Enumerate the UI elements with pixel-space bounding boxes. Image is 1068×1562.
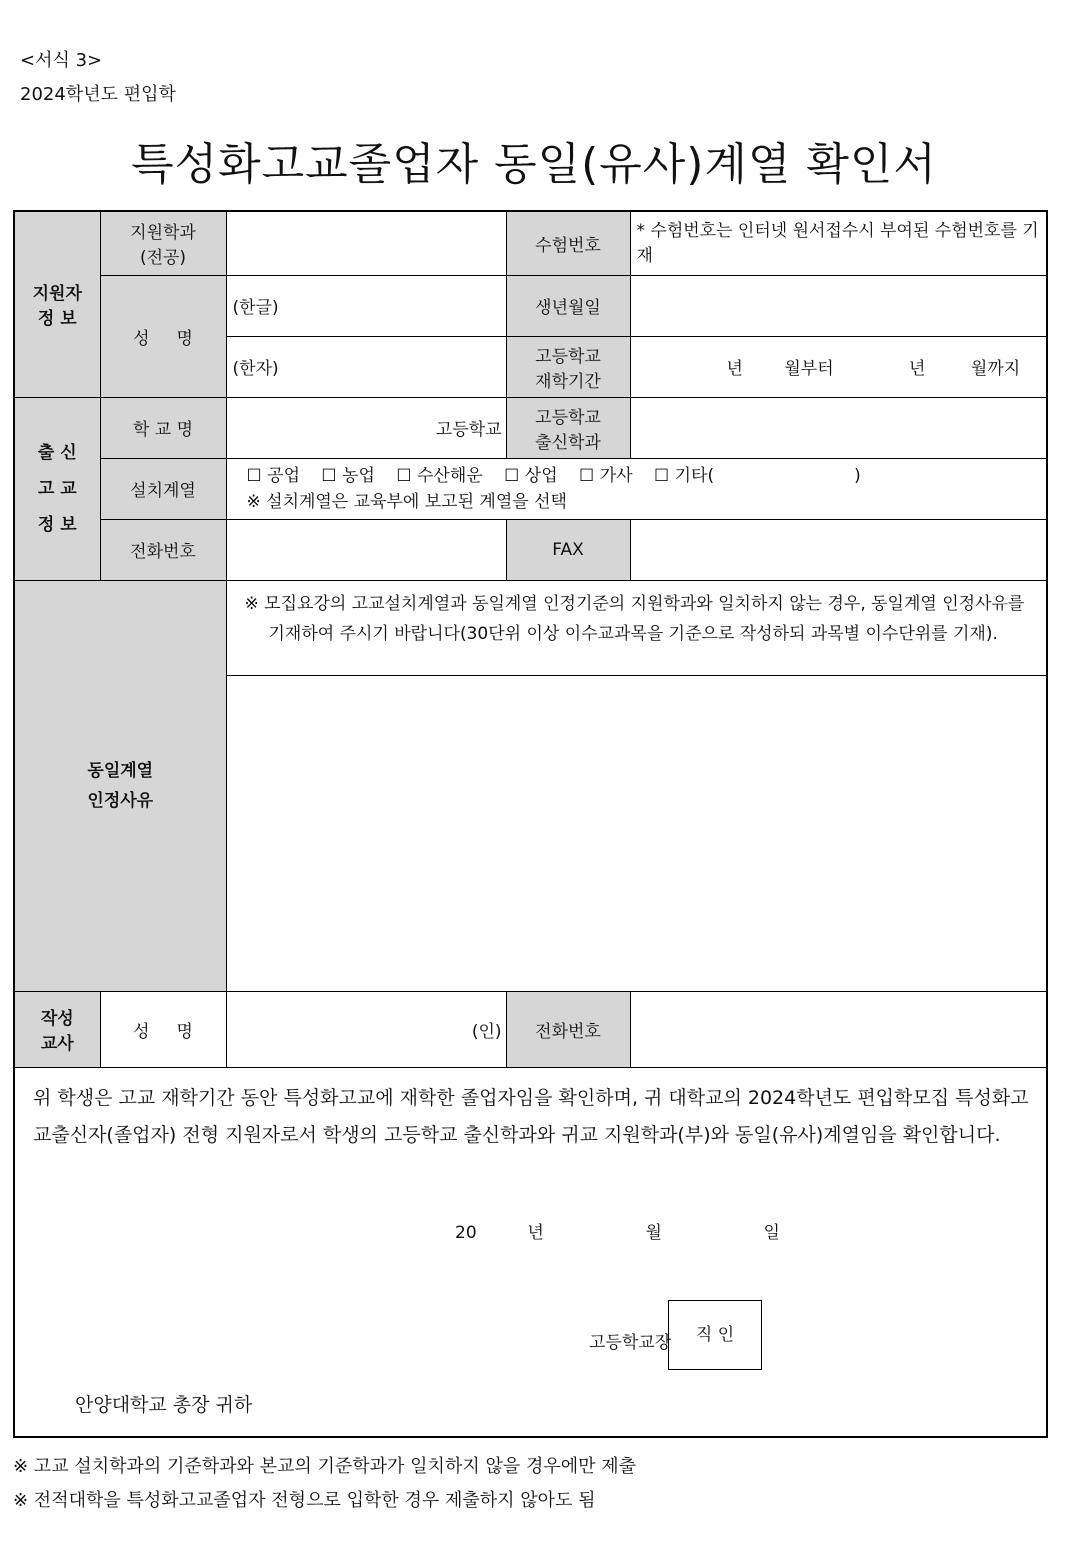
applicant-section-label: 지원자 정 보: [14, 211, 100, 397]
period-start-year: 년: [726, 359, 743, 379]
school-dept-input[interactable]: [630, 397, 1047, 458]
school-fax-label: FAX: [506, 519, 630, 580]
dept-label: 지원학과 (전공): [100, 211, 226, 275]
teacher-phone-label: 전화번호: [506, 991, 630, 1067]
exam-no-input[interactable]: [630, 211, 1047, 275]
period-label: 고등학교 재학기간: [506, 336, 630, 397]
reason-notice: ※ 모집요강의 고교설치계열과 동일계열 인정기준의 지원학과와 일치하지 않는 경우, 동일계열 인정사유를 기재하여 주시기 바랍니다(30단위 이상 이수교과목을 기준으로 작성하되 과목별 이수단위를 기재).: [226, 580, 1047, 675]
official-stamp-box: 직 인: [668, 1300, 762, 1370]
teacher-name-input[interactable]: [226, 991, 506, 1067]
school-name-label: 학 교 명: [100, 397, 226, 458]
period-end-month: 월까지: [970, 359, 1021, 379]
school-dept-label: 고등학교 출신학과: [506, 397, 630, 458]
principal-label: 고등학교장: [589, 1332, 672, 1353]
statement-text: 위 학생은 고교 재학기간 동안 특성화고교에 재학한 졸업자임을 확인하며, 귀 대학교의 2024학년도 편입학모집 특성화고교출신자(졸업자) 전형 지원자로서 학생의 고등학교 출신학과와 귀교 지원학과(부)와 동일(유사)계열임을 확인합니다.: [33, 1086, 1029, 1146]
type-option-fishery[interactable]: ☐ 수산해운: [396, 465, 483, 486]
exam-no-note: * 수험번호는 인터넷 원서접수시 부여된 수험번호를 기재: [636, 221, 1039, 266]
footnote-2: ※ 전적대학을 특성화고교졸업자 전형으로 입학한 경우 제출하지 않아도 됨: [13, 1490, 596, 1511]
footnote-1: ※ 고교 설치학과의 기준학과와 본교의 기준학과가 일치하지 않을 경우에만 제출: [13, 1456, 636, 1477]
statement-date: 20 년 월 일: [455, 1222, 780, 1243]
name-hanja-input[interactable]: [226, 336, 506, 397]
period-input[interactable]: [630, 336, 1047, 397]
type-note: ※ 설치계열은 교육부에 보고된 계열을 선택: [246, 491, 567, 512]
form-number: <서식 3>: [20, 50, 103, 71]
name-hanja-label: (한자): [232, 359, 279, 379]
school-phone-label: 전화번호: [100, 519, 226, 580]
name-korean-label: (한글): [232, 298, 279, 318]
dept-input[interactable]: [226, 211, 506, 275]
document-title: 특성화고교졸업자 동일(유사)계열 확인서: [131, 139, 937, 190]
school-section-label: 출 신 고 교 정 보: [14, 397, 100, 580]
teacher-name-label: 성 명: [100, 991, 226, 1067]
type-option-home-economics[interactable]: ☐ 가사: [579, 465, 633, 486]
type-option-agriculture[interactable]: ☐ 농업: [321, 465, 375, 486]
recipient: 안양대학교 총장 귀하: [75, 1393, 253, 1416]
type-option-other[interactable]: ☐ 기타( ): [653, 465, 861, 486]
school-fax-input[interactable]: [630, 519, 1047, 580]
reason-input[interactable]: [226, 675, 1047, 991]
teacher-seal: (인): [471, 1021, 502, 1042]
school-type-options: [226, 458, 1047, 519]
name-korean-input[interactable]: [226, 275, 506, 336]
confirmation-form: [13, 210, 1048, 1438]
exam-no-label: 수험번호: [506, 211, 630, 275]
birth-label: 생년월일: [506, 275, 630, 336]
teacher-label: 작성 교사: [14, 991, 100, 1067]
type-option-industry[interactable]: ☐ 공업: [246, 465, 301, 486]
school-type-label: 설치계열: [100, 458, 226, 519]
school-suffix: 고등학교: [435, 420, 502, 440]
confirmation-statement: [14, 1067, 1047, 1437]
reason-label: 동일계열 인정사유: [14, 580, 226, 991]
period-start-month: 월부터: [784, 359, 834, 379]
school-name-input[interactable]: [226, 397, 506, 458]
birth-input[interactable]: [630, 275, 1047, 336]
year-label: 2024학년도 편입학: [20, 84, 176, 105]
period-end-year: 년: [909, 359, 926, 379]
school-phone-input[interactable]: [226, 519, 506, 580]
name-label: 성 명: [100, 275, 226, 397]
teacher-phone-input[interactable]: [630, 991, 1047, 1067]
type-option-commerce[interactable]: ☐ 상업: [504, 465, 558, 486]
